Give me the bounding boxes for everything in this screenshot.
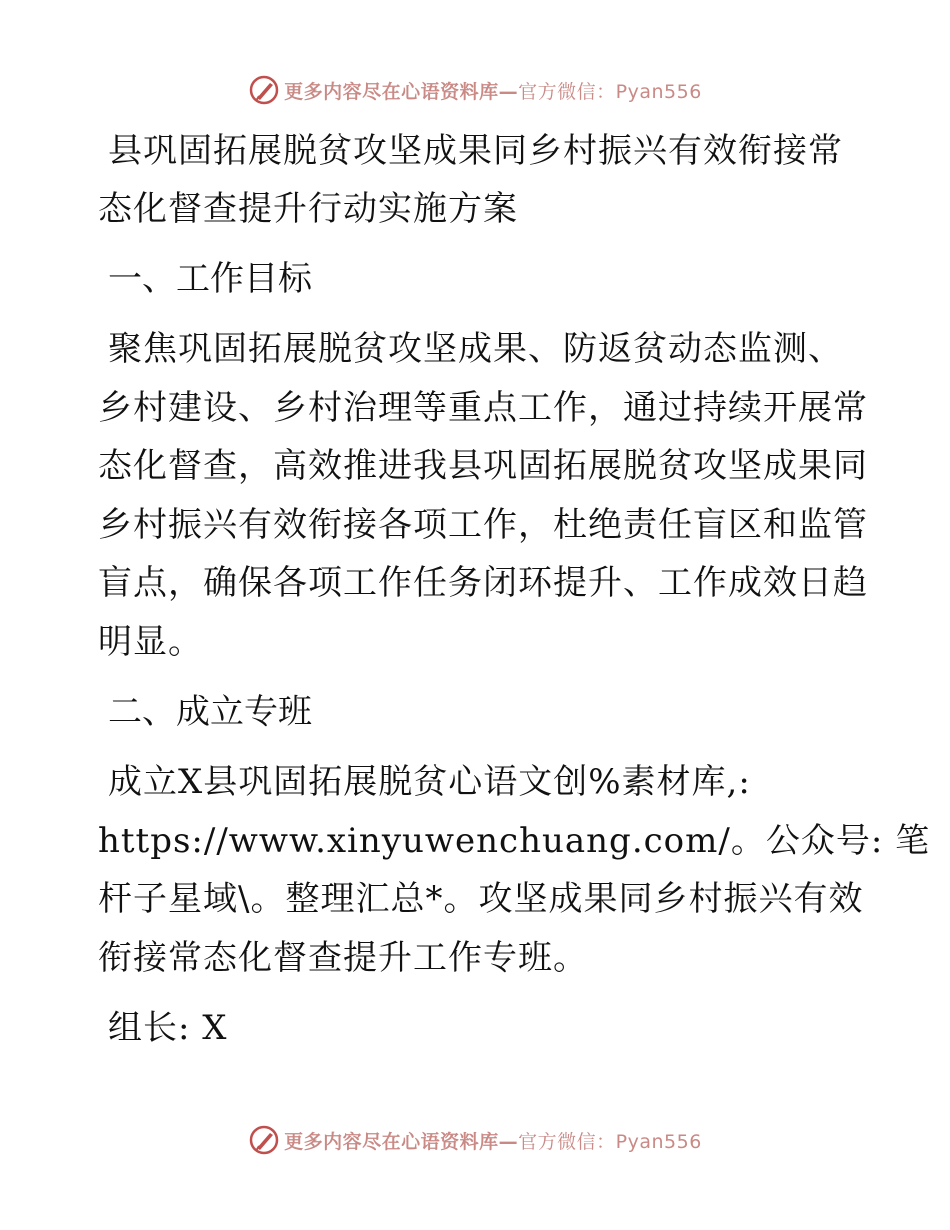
document-title (98, 122, 858, 238)
paragraph-team (98, 753, 931, 987)
text-line: 衔接常态化督查提升工作专班。 (98, 937, 588, 978)
footer-watermark (0, 1120, 950, 1160)
title-line-2: 态化督查提升行动实施方案 (98, 189, 518, 229)
header-watermark (0, 70, 950, 110)
text-line: 明显。 (98, 621, 203, 662)
text-line: 杆子星域\。整理汇总*。攻坚成果同乡村振兴有效 (98, 879, 864, 919)
text-line: 盲点，确保各项工作任务闭环提升、工作成效日趋 (98, 563, 868, 603)
section-heading-team: 二、成立专班 (108, 692, 312, 732)
leader-line: 组长: X (108, 1008, 228, 1048)
quill-pen-logo-icon (248, 1124, 280, 1156)
title-line-1: 县巩固拓展脱贫攻坚成果同乡村振兴有效衔接常 (108, 131, 843, 171)
section-heading-goals: 一、工作目标 (108, 259, 312, 299)
text-line: 聚焦巩固拓展脱贫攻坚成果、防返贫动态监测、 (108, 329, 843, 369)
text-line: 乡村建设、乡村治理等重点工作，通过持续开展常 (98, 387, 868, 428)
text-line: 态化督查，高效推进我县巩固拓展脱贫攻坚成果同 (98, 446, 868, 486)
text-line: https://www.xinyuwenchuang.com/。公众号: 笔 (98, 820, 931, 861)
quill-pen-logo-icon (248, 74, 280, 106)
text-line: 乡村振兴有效衔接各项工作，杜绝责任盲区和监管 (98, 504, 868, 545)
paragraph-goals (98, 320, 868, 671)
text-line: 成立X县巩固拓展脱贫心语文创%素材库,: (108, 762, 751, 802)
watermark-text: 更多内容尽在心语资料库—官方微信：Pyan556 (284, 1130, 702, 1153)
watermark-text: 更多内容尽在心语资料库—官方微信：Pyan556 (284, 80, 702, 103)
paragraph-leader (98, 999, 858, 1058)
document-body (98, 122, 931, 1058)
